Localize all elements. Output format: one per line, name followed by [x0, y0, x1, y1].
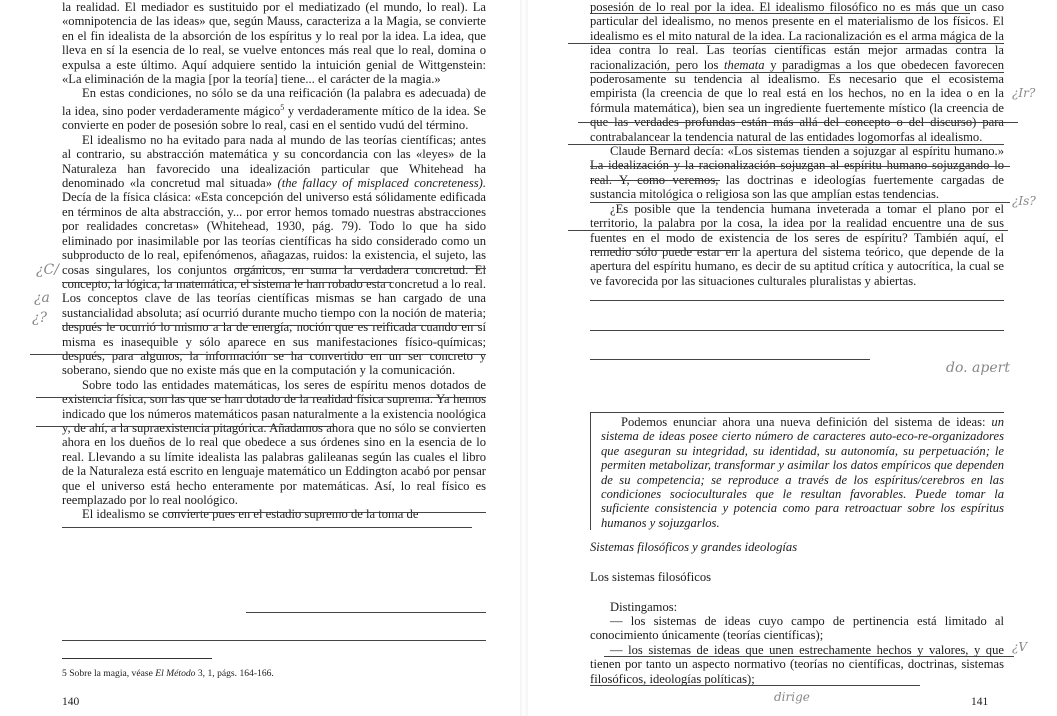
underline-mark	[568, 43, 1004, 44]
underline-mark	[590, 250, 740, 251]
paragraph-text: posesión de lo real por la idea. El idealismo filosófico no es más que un caso particular del idealismo, no menos presente en el materialismo de los físicos. El idealismo es el mito natural de la idea. La racionalización es el arma mágica de la idea contra lo real. Las teorías científicas están mejor armadas contra la racionalización, pero los	[590, 0, 1004, 72]
margin-note: dirige	[774, 690, 810, 704]
margin-note: ¿a	[34, 290, 50, 306]
paragraph: Sobre todo las entidades matemáticas, los seres de espíritu menos dotados de existencia física, son las que se han dotado de la realidad física suprema. Ya hemos indicado que los números matemáticos pasan naturalmente a la existencia noológica y, de ahí, a la supraexistencia pitagórica. Añadamos ahora que no sólo se convierten ahora en los dueños de lo real que obedece a sus órdenes sino en la esencia de lo real. Llevando a su límite idealista las palabras galileanas según las cuales el libro de la Naturaleza está escrito en lenguaje matemático un Eddington acabó por pensar que el universo está hecho enteramente por matemáticas. Así, lo real físico es reemplazado por lo real noológico.	[62, 377, 486, 507]
footnote-rule	[62, 658, 212, 659]
page-number: 141	[971, 696, 989, 708]
underline-mark	[62, 640, 486, 641]
margin-note: ¿V	[1012, 640, 1028, 654]
underline-mark	[590, 202, 1010, 203]
paragraph-text: Decía de la física clásica: «Esta concepción del universo está sólidamente edificada en términos de alta abstracción, y... por error hemos tomado nuestras abstracciones por realidades concretas» (Whitehead, 1930, pág. 79). Todo lo que ha sido eliminado por inasimilable por las teorías científicas ha sido considerado como un subproducto de lo real, epifenómenos, añagazas, ruidos: la existencia, el sujeto, las cosas singulares, los conjuntos orgánicos, en suma la verdadera concretud. El concepto, la lógica, la matemática, el sistema le han robado esta concretud a lo real. Los conceptos clave de las teorías científicas mismas se han cargado de una sustancialidad absoluta; así ocurrió durante mucho tiempo con la noción de materia; después le ocurrió lo mismo a la de energía, noción que es reificada cuando en sí misma es inasequible y sólo aparece en sus manifestaciones físico-químicas; después, para algunos, la información se ha convertido en un ser concreto y soberano, siendo que no existe más que en la computación y la comunicación.	[62, 190, 486, 378]
underline-mark	[578, 122, 1018, 123]
underline-mark	[590, 13, 970, 14]
footnote-text: 3, 1, págs. 164-166.	[195, 668, 274, 679]
subsection-title: Los sistemas filosóficos	[590, 570, 712, 584]
underline-mark	[168, 512, 486, 513]
margin-note: ¿Ir?	[1012, 86, 1036, 100]
paragraph	[62, 133, 486, 378]
footnote	[62, 668, 482, 679]
underline-mark	[590, 330, 1004, 331]
book-gutter	[520, 0, 528, 716]
paragraph: Claude Bernard decía: «Los sistemas tienden a sojuzgar al espíritu humano.» La idealización y la racionalización sojuzgan al espíritu humano sojuzgando lo real. Y, como veremos, las doctrinas e ideologías fuertemente cargadas de sustancia mitológica o religiosa son las que amplían estas tendencias.	[590, 144, 1004, 202]
underline-mark	[604, 656, 1014, 657]
underline-mark	[590, 166, 1010, 167]
underline-mark	[30, 354, 486, 355]
margin-note: ¿Is?	[1012, 194, 1036, 208]
paragraph: Distingamos:	[610, 600, 678, 614]
list-item: — los sistemas de ideas que unen estrechamente hechos y valores, y que tienen por tanto un aspecto normativo (teorías no científicas, doctrinas, sistemas filosóficos, ideologías políticas);	[590, 643, 1004, 686]
paragraph-text: El idealismo no ha evitado para nada al mundo de las teorías científicas; antes al contrario, su abstracción matemática y su concordancia con las «leyes» de la Naturaleza han favorecido una idealización particular que Whitehead ha denominado «la concretud mal situada»	[62, 132, 486, 191]
right-page	[528, 0, 1057, 716]
underline-mark	[36, 426, 336, 427]
margin-note: ¿?	[32, 310, 48, 326]
definition-lead: Podemos enunciar ahora una nueva definición del sistema de ideas:	[621, 415, 992, 429]
section-title: Sistemas filosóficos y grandes ideologías	[590, 540, 798, 554]
left-page	[0, 0, 520, 716]
footnote-title: El Método	[155, 668, 196, 679]
italic-word: themata	[724, 57, 765, 72]
definition-box	[590, 412, 1004, 530]
underline-mark	[62, 282, 392, 283]
paragraph-text: En estas condiciones, no sólo se da una reificación (la palabra es adecuada) de la idea, sino poder verdaderamente mágico	[62, 86, 486, 119]
page-number: 140	[62, 696, 80, 708]
underline-mark	[590, 72, 1004, 73]
italic-phrase: (the fallacy of misplaced concreteness).	[277, 176, 487, 191]
underline-mark	[590, 180, 720, 181]
underline-mark	[568, 144, 1004, 145]
paragraph	[62, 86, 486, 132]
paragraph: El idealismo se convierte pues en el estadio supremo de la toma de	[82, 507, 419, 522]
underline-mark	[568, 230, 1008, 231]
list-item: — los sistemas de ideas cuyo campo de pertinencia está limitado al conocimiento únicamente (teorías científicas);	[590, 614, 1004, 643]
definition-text	[601, 415, 1004, 530]
definition-italic: un sistema de ideas posee cierto número de caracteres auto-eco-re-organizadores que aseguran su integridad, su identidad, su autonomía, su perpetuación; le permiten metabolizar, transformar y asimilar los datos empíricos que dependen de su competencia; se reproduce a través de los espíritus/cerebros en las condiciones socioculturales que le resultan favorables. Puede tomar la suficiente consistencia y potencia como para retroactuar sobre los espíritus humanos y sojuzgarlos.	[601, 415, 1004, 530]
underline-mark	[246, 612, 486, 613]
footnote-ref: 5	[280, 102, 285, 112]
underline-mark	[590, 300, 1004, 301]
underline-mark	[36, 397, 486, 398]
paragraph-text: y verdaderamente mítico de la idea. Se convierte en poder de posesión sobre lo real, casi en el sentido vudú del término.	[62, 104, 486, 133]
footnote-text: 5 Sobre la magia, véase	[62, 668, 156, 679]
underline-mark	[62, 325, 482, 326]
paragraph: la realidad. El mediador es sustituido por el mediatizado (el mundo, lo real). La «omnipotencia de las ideas» que, según Mauss, caracteriza a la Magia, se convierte en el fin idealista de la absorción de los espíritus y lo real por la idea. La idea, que lleva en sí la esencia de lo real, se vuelve entonces más real que lo real, domina o expulsa a este último. Aquí adquiere sentido la intuición genial de Wittgenstein: «La eliminación de la magia [por la teoría] tiene... el carácter de la magia.»	[62, 0, 486, 87]
underline-mark	[62, 527, 472, 528]
underline-mark	[590, 685, 920, 686]
paragraph: ¿Es posible que la tendencia humana inveterada a tomar el plano por el territorio, la palabra por la cosa, la idea por la realidad encuentre una de sus fuentes en el modo de existencia de los seres de espíritu? También aquí, el remedio sólo puede estar en la apertura del sistema teórico, que depende de la apertura del espíritu humano, es decir de su aptitud crítica y autocrítica, la cual se ve favorecida por las situaciones culturales pluralistas y abiertas.	[590, 201, 1004, 288]
margin-note: do. apert	[946, 360, 1010, 376]
paragraph-text: y paradigmas a los que obedecen favorecen poderosamente su tendencia al idealismo. Es necesario que el ecosistema empirista (la creencia de que lo real está en los hechos, no en la idea o en la fórmula matemática), bien sea un ingrediente fuertemente místico (la creencia de que las verdades profundas están más allá del concepto o del discurso) para contrabalancear la tendencia natural de las entidades logomorfas al idealismo.	[590, 57, 1004, 144]
margin-note: ¿C/	[36, 262, 59, 278]
left-text-column	[62, 0, 486, 522]
underline-mark	[236, 268, 486, 269]
underline-mark	[590, 359, 870, 360]
